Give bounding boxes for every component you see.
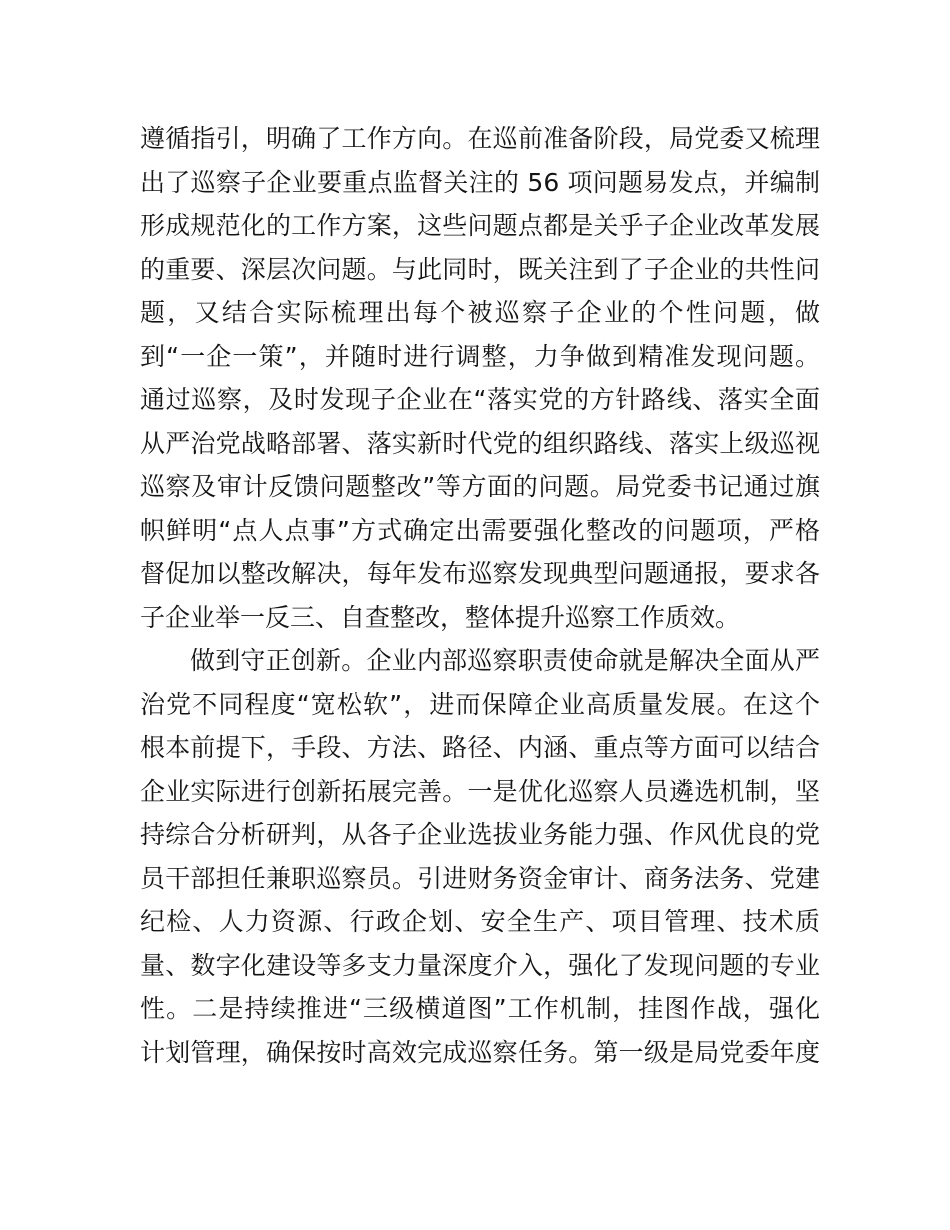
paragraph-1 — [140, 117, 820, 639]
text-line: 量、数字化建设等多支力量深度介入，强化了发现问题的专业 — [140, 950, 820, 980]
text-line: 企业实际进行创新拓展完善。一是优化巡察人员遴选机制，坚 — [140, 776, 820, 806]
text-line: 出了巡察子企业要重点监督关注的 56 项问题易发点，并编制 — [140, 167, 820, 197]
text-line: 通过巡察，及时发现子企业在“落实党的方针路线、落实全面 — [140, 385, 820, 414]
text-line: 纪检、人力资源、行政企划、安全生产、项目管理、技术质 — [140, 907, 820, 936]
text-line: 督促加以整改解决，每年发布巡察发现典型问题通报，要求各 — [140, 559, 820, 588]
text-line: 员干部担任兼职巡察员。引进财务资金审计、商务法务、党建 — [140, 863, 820, 893]
text-line: 计划管理，确保按时高效完成巡察任务。第一级是局党委年度 — [140, 1037, 820, 1067]
text-line: 帜鲜明“点人点事”方式确定出需要强化整改的问题项，严格 — [140, 515, 820, 545]
paragraph-2 — [140, 639, 820, 1074]
text-line: 子企业举一反三、自查整改，整体提升巡察工作质效。 — [140, 602, 741, 632]
text-line: 巡察及审计反馈问题整改”等方面的问题。局党委书记通过旗 — [140, 472, 820, 501]
text-line: 的重要、深层次问题。与此同时，既关注到了子企业的共性问 — [140, 254, 820, 284]
text-line: 从严治党战略部署、落实新时代党的组织路线、落实上级巡视 — [140, 428, 820, 458]
text-line: 持综合分析研判，从各子企业选拔业务能力强、作风优良的党 — [140, 820, 820, 849]
text-line: 到“一企一策”，并随时进行调整，力争做到精准发现问题。 — [140, 341, 820, 371]
text-line: 治党不同程度“宽松软”，进而保障企业高质量发展。在这个 — [140, 689, 820, 719]
text-line: 性。二是持续推进“三级横道图”工作机制，挂图作战，强化 — [140, 994, 820, 1023]
document-body — [140, 117, 820, 1074]
text-line: 题，又结合实际梳理出每个被巡察子企业的个性问题，做 — [140, 298, 820, 327]
text-line: 遵循指引，明确了工作方向。在巡前准备阶段，局党委又梳理 — [140, 124, 820, 153]
text-line: 做到守正创新。企业内部巡察职责使命就是解决全面从严 — [190, 646, 820, 675]
text-line: 形成规范化的工作方案，这些问题点都是关乎子企业改革发展 — [140, 211, 820, 240]
text-line: 根本前提下，手段、方法、路径、内涵、重点等方面可以结合 — [140, 733, 820, 762]
